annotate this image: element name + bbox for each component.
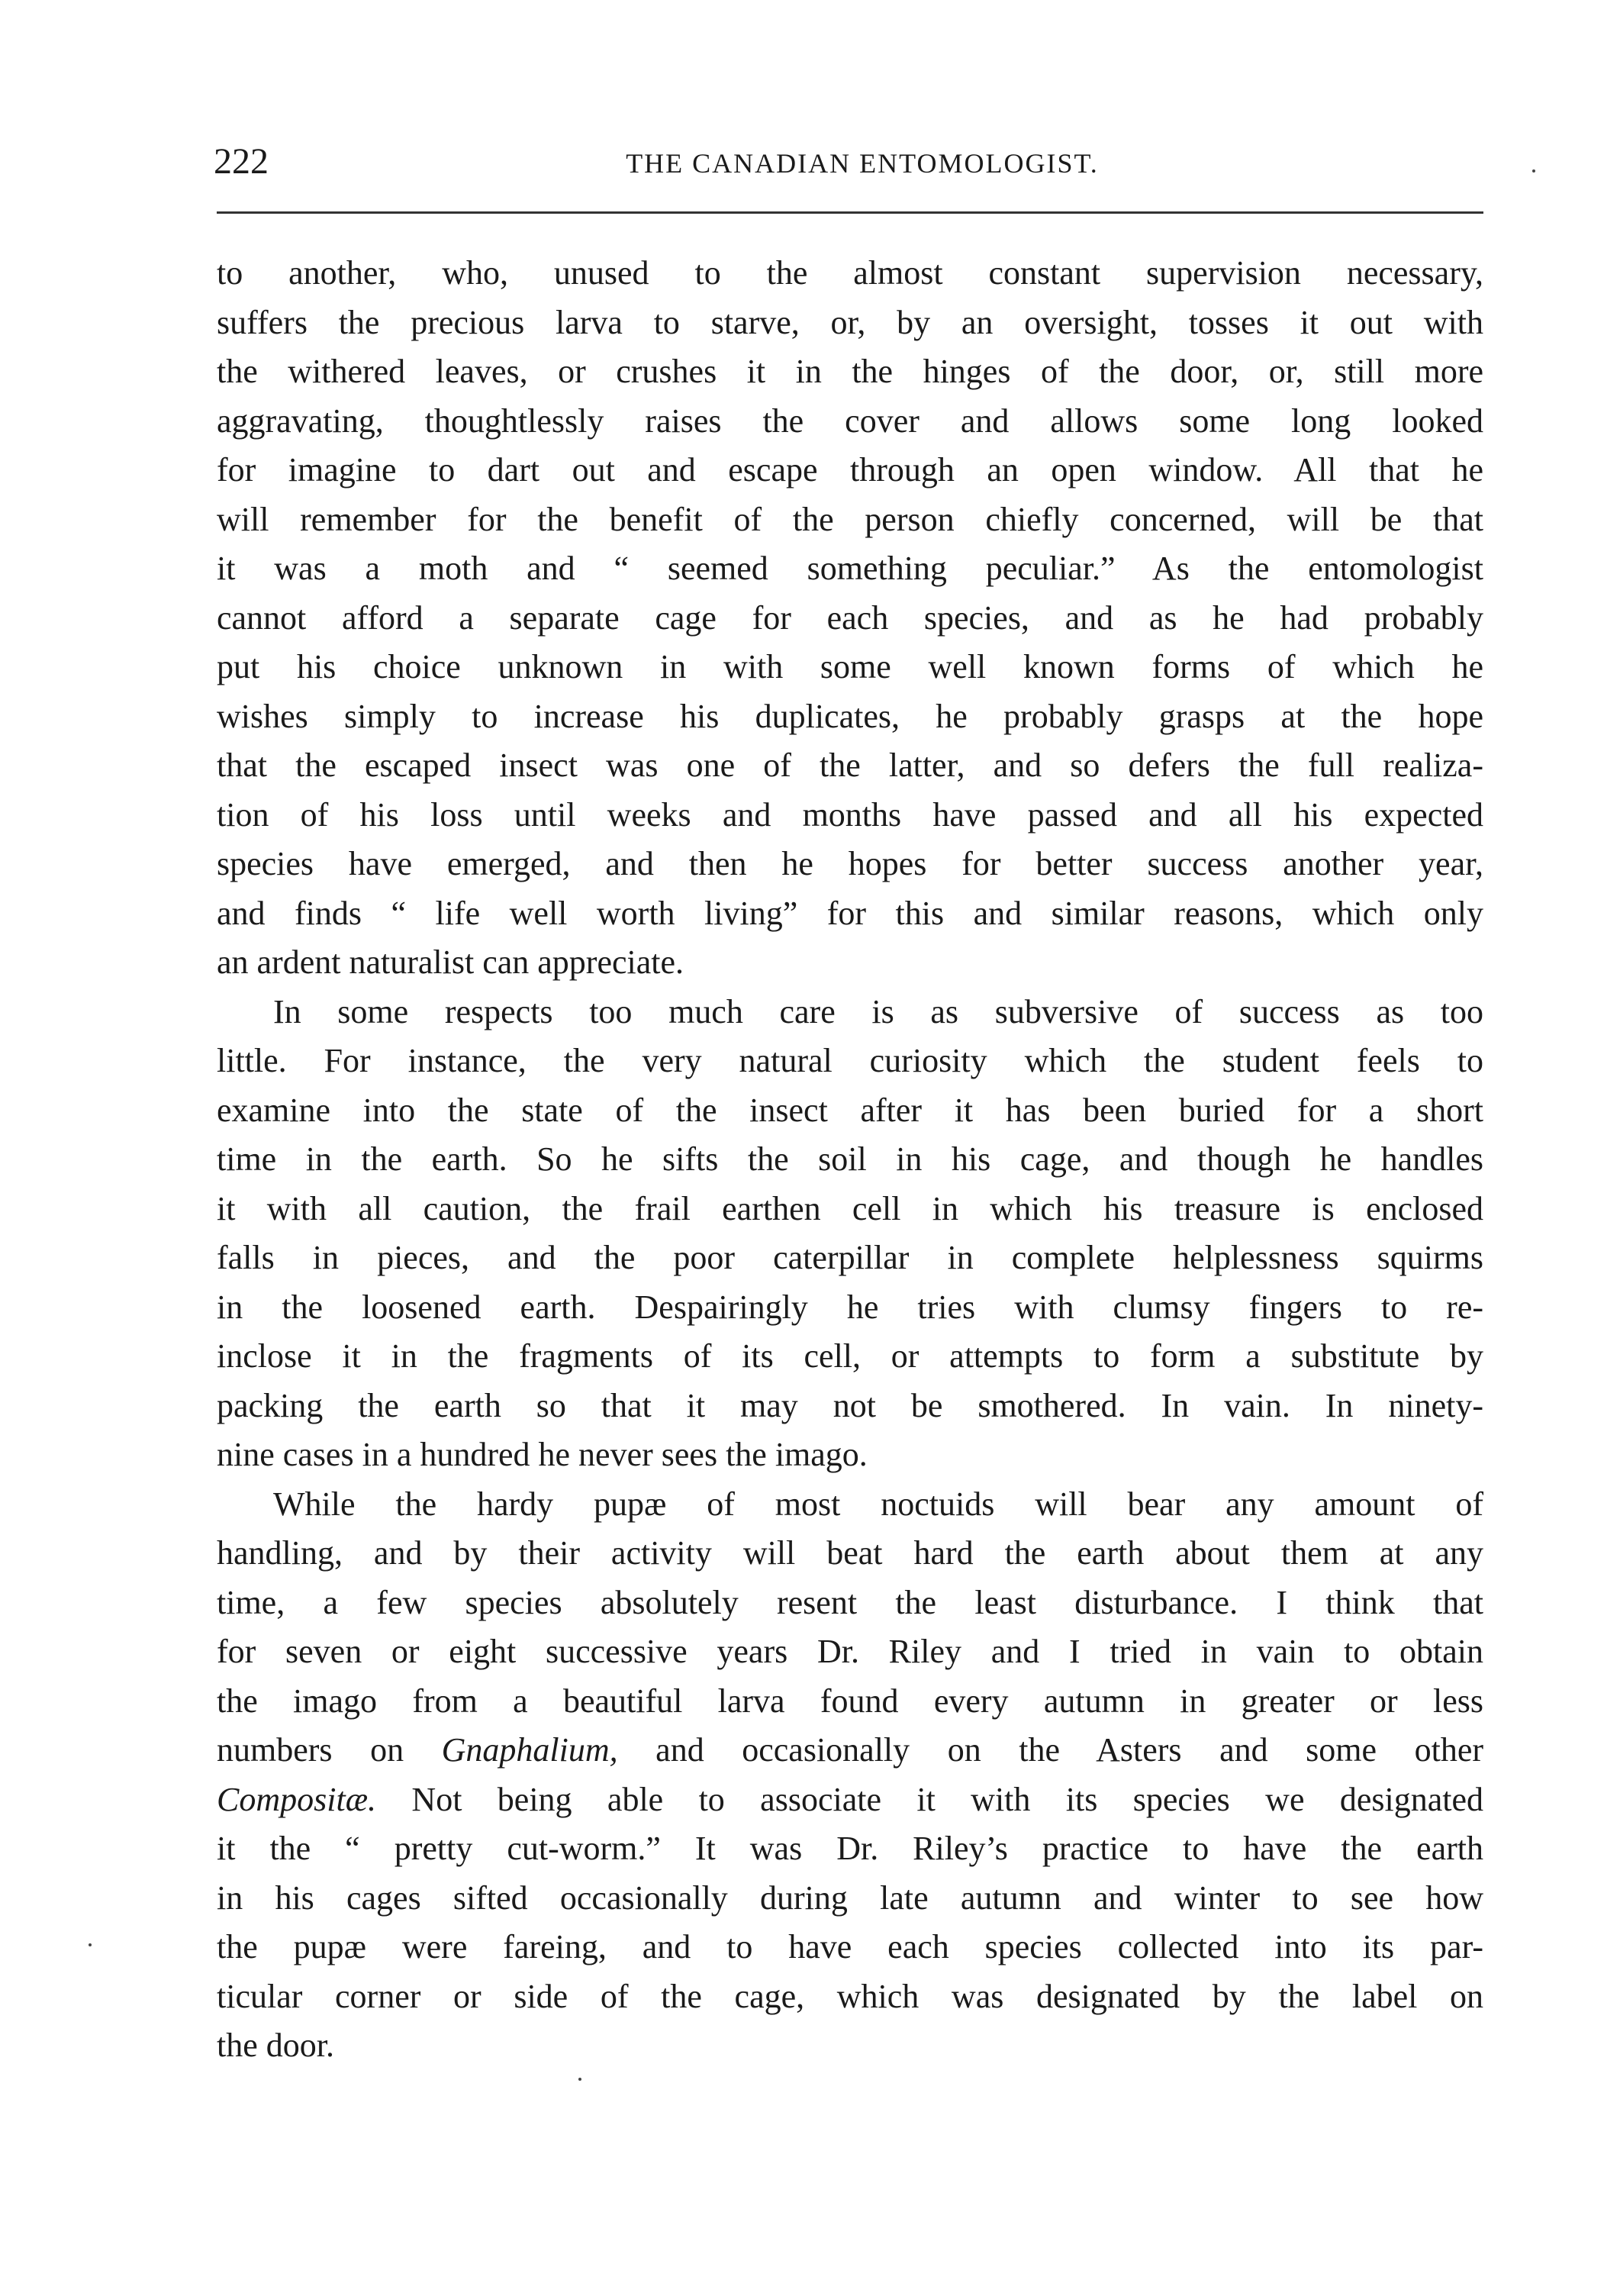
text-segment: Not being able to associate it with its species we designated	[411, 1780, 1484, 1818]
text-line: the door.	[217, 2027, 334, 2064]
text-line: inclose it in the fragments of its cell, or attempts to form a substitute by	[217, 1337, 1483, 1375]
text-line: handling, and by their activity will beat hard the earth about them at any	[217, 1534, 1483, 1572]
stray-mark	[578, 2078, 581, 2081]
paragraph-1	[217, 249, 1483, 988]
page-number: 222	[214, 141, 269, 182]
text-line: little. For instance, the very natural curiosity which the student feels to	[217, 1042, 1483, 1079]
text-line: the imago from a beautiful larva found every autumn in greater or less	[217, 1682, 1483, 1720]
text-line: In some respects too much care is as subversive of success as too	[273, 992, 1483, 1030]
text-line: in the loosened earth. Despairingly he tries with clumsy fingers to re-	[217, 1288, 1483, 1326]
text-line: time, a few species absolutely resent the least disturbance. I think that	[217, 1583, 1483, 1621]
text-line: in his cages sifted occasionally during late autumn and winter to see how	[217, 1878, 1483, 1917]
header-rule	[217, 211, 1483, 214]
text-line: falls in pieces, and the poor caterpillar in complete helplessness squirms	[217, 1239, 1483, 1276]
text-line: it was a moth and “ seemed something peculiar.” As the entomologist	[217, 550, 1483, 587]
text-line: ticular corner or side of the cage, which was designated by the label on	[217, 1977, 1483, 2015]
text-line: aggravating, thoughtlessly raises the cover and allows some long looked	[217, 401, 1483, 440]
text-line: tion of his loss until weeks and months have passed and all his expected	[217, 795, 1483, 834]
text-line	[217, 1726, 1483, 1775]
italic-taxon-compositae: Compositæ.	[217, 1780, 377, 1818]
paragraph-3	[217, 1480, 1483, 2071]
text-line: wishes simply to increase his duplicates, he probably grasps at the hope	[217, 697, 1483, 735]
running-title: THE CANADIAN ENTOMOLOGIST.	[626, 148, 1099, 179]
text-line: for seven or eight successive years Dr. Riley and I tried in vain to obtain	[217, 1633, 1483, 1670]
text-line: cannot afford a separate cage for each species, and as he had probably	[217, 598, 1483, 637]
text-line: to another, who, unused to the almost constant supervision necessary,	[217, 254, 1483, 292]
text-line: the pupæ were fareing, and to have each species collected into its par-	[217, 1928, 1483, 1965]
text-line: species have emerged, and then he hopes for better success another year,	[217, 845, 1483, 882]
paragraph-2	[217, 988, 1483, 1480]
text-line: the withered leaves, or crushes it in the hinges of the door, or, still more	[217, 353, 1483, 390]
text-line: for imagine to dart out and escape through an open window. All that he	[217, 451, 1483, 489]
text-line: it the “ pretty cut-worm.” It was Dr. Riley’s practice to have the earth	[217, 1830, 1483, 1867]
stray-mark	[1532, 169, 1535, 173]
text-segment: numbers on	[217, 1731, 404, 1769]
text-line	[217, 1775, 1483, 1825]
text-segment: and occasionally on the Asters and some other	[655, 1731, 1483, 1769]
text-line: packing the earth so that it may not be smothered. In vain. In ninety-	[217, 1386, 1483, 1424]
text-line: it with all caution, the frail earthen cell in which his treasure is enclosed	[217, 1189, 1483, 1227]
body-text	[217, 249, 1483, 2071]
italic-taxon-gnaphalium: Gnaphalium,	[441, 1731, 618, 1769]
text-line: and finds “ life well worth living” for this and similar reasons, which only	[217, 894, 1483, 932]
text-line: will remember for the benefit of the person chiefly concerned, will be that	[217, 500, 1483, 538]
text-line: While the hardy pupæ of most noctuids will bear any amount of	[273, 1485, 1483, 1523]
text-line: an ardent naturalist can appreciate.	[217, 943, 684, 981]
text-line: put his choice unknown in with some well known forms of which he	[217, 648, 1483, 685]
text-line: nine cases in a hundred he never sees the imago.	[217, 1436, 868, 1473]
text-line: time in the earth. So he sifts the soil in his cage, and though he handles	[217, 1140, 1483, 1178]
text-line: examine into the state of the insect after it has been buried for a short	[217, 1091, 1483, 1129]
stray-mark	[89, 1943, 92, 1946]
text-line: that the escaped insect was one of the latter, and so defers the full realiza-	[217, 747, 1483, 784]
text-line: suffers the precious larva to starve, or, by an oversight, tosses it out with	[217, 303, 1483, 341]
